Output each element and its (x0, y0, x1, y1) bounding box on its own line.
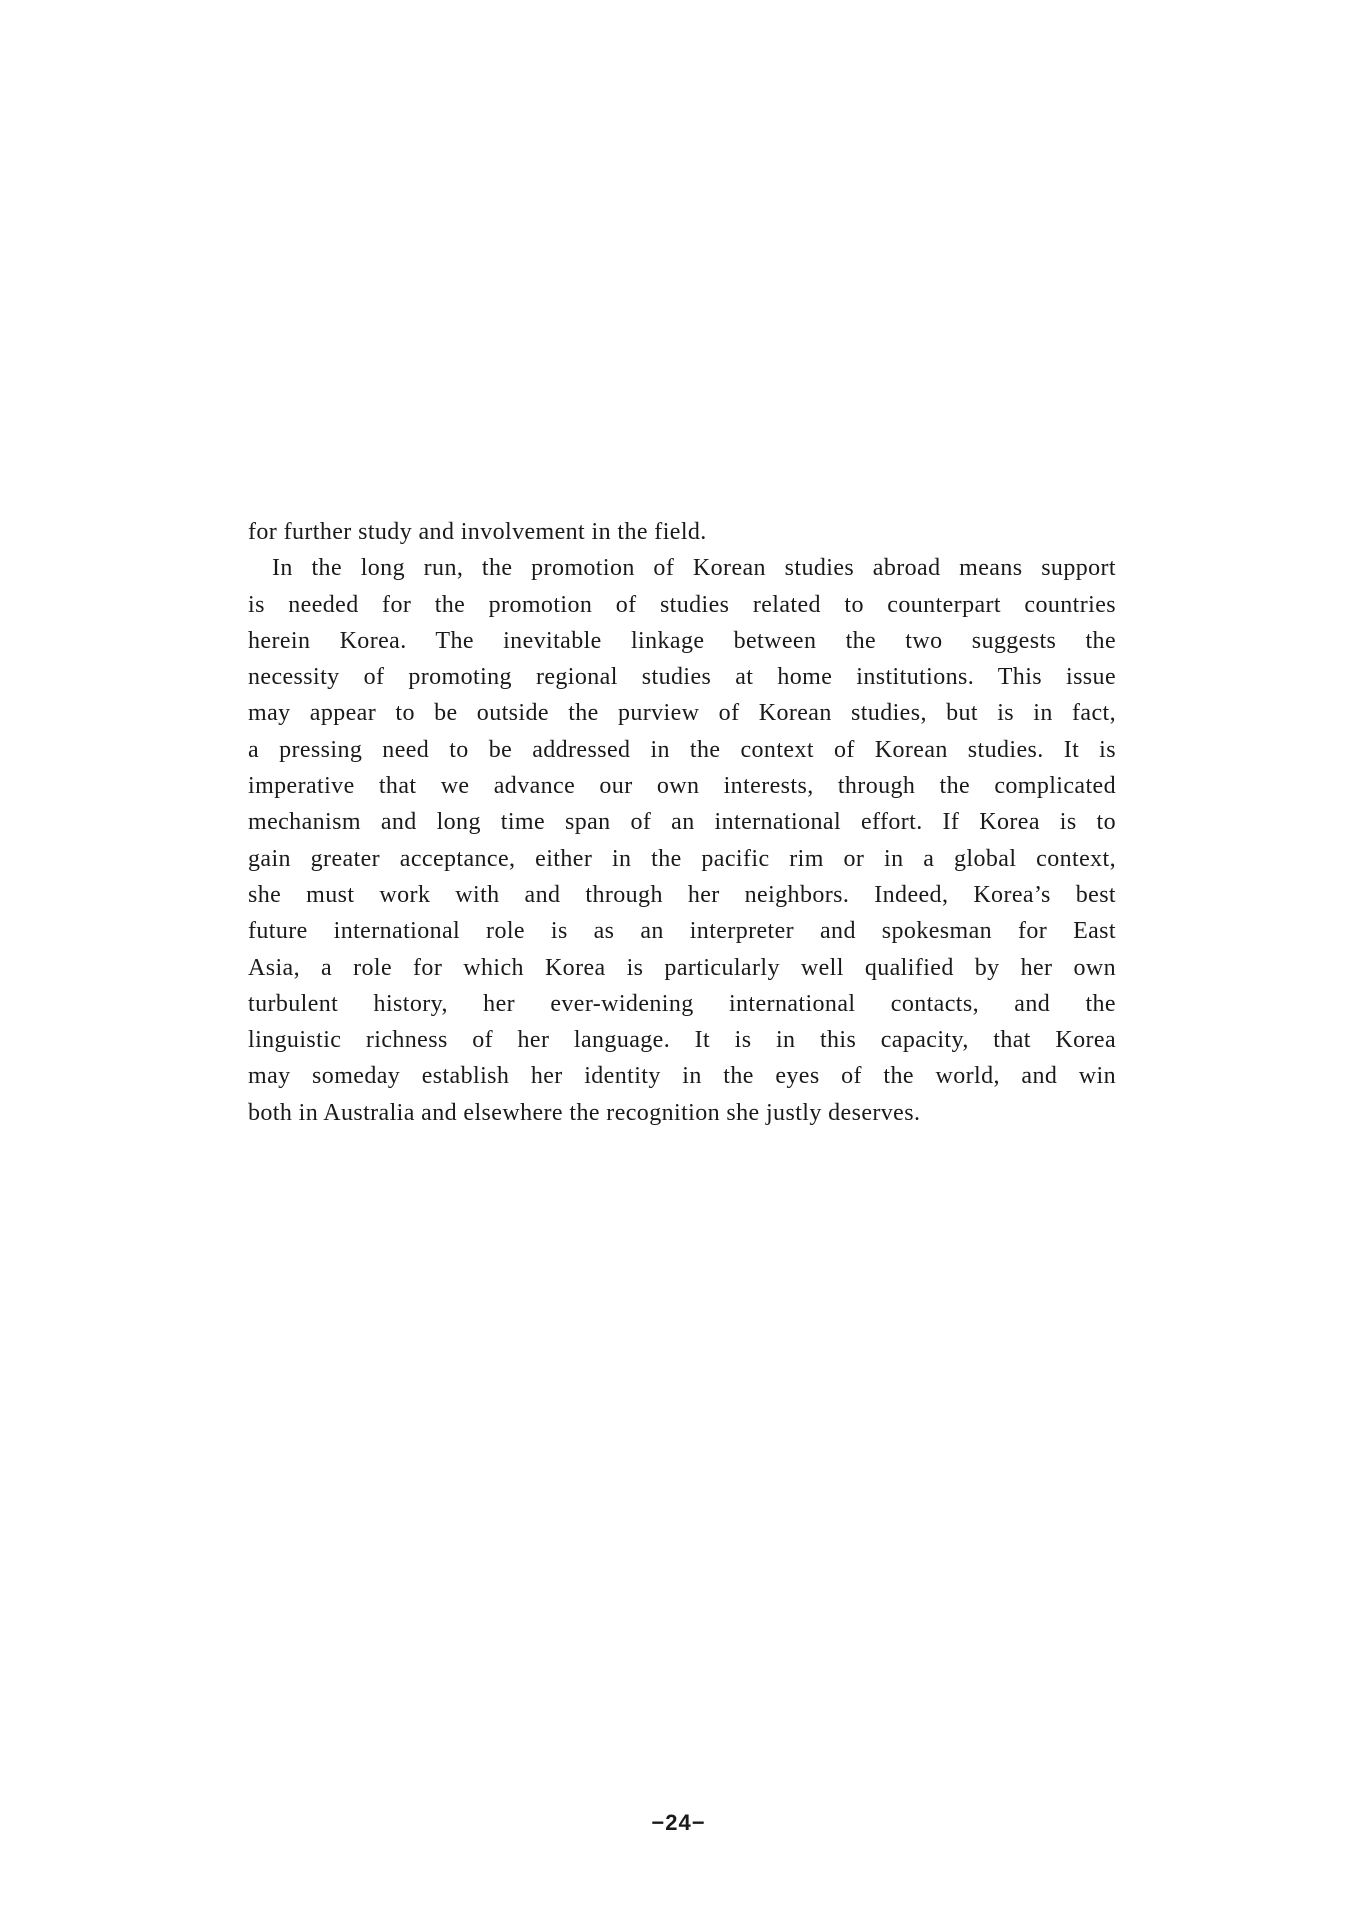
text-line: for further study and involvement in the field. (248, 519, 707, 545)
text-line: herein Korea. The inevitable linkage between the two suggests the (248, 627, 1116, 654)
page-number: −24− (651, 1810, 706, 1835)
text-line: In the long run, the promotion of Korean studies abroad means support (272, 555, 1116, 582)
text-line: a pressing need to be addressed in the context of Korean studies. It is (248, 736, 1116, 763)
text-line: may appear to be outside the purview of Korean studies, but is in fact, (248, 700, 1116, 727)
text-line: linguistic richness of her language. It is in this capacity, that Korea (248, 1027, 1116, 1054)
text-line: may someday establish her identity in the eyes of the world, and win (248, 1063, 1116, 1090)
text-line: mechanism and long time span of an international effort. If Korea is to (248, 809, 1116, 836)
text-line: turbulent history, her ever-widening international contacts, and the (248, 990, 1116, 1017)
text-line: is needed for the promotion of studies related to counterpart countries (248, 591, 1116, 618)
text-line: both in Australia and elsewhere the recognition she justly deserves. (248, 1099, 921, 1126)
text-line: Asia, a role for which Korea is particularly well qualified by her own (248, 954, 1116, 981)
text-line: she must work with and through her neighbors. Indeed, Korea’s best (248, 881, 1116, 908)
text-line: imperative that we advance our own interests, through the complicated (248, 773, 1116, 800)
text-line: gain greater acceptance, either in the pacific rim or in a global context, (248, 845, 1116, 872)
text-line: future international role is as an interpreter and spokesman for East (248, 918, 1116, 945)
body-text (248, 514, 1116, 1131)
text-line: necessity of promoting regional studies at home institutions. This issue (248, 664, 1116, 691)
